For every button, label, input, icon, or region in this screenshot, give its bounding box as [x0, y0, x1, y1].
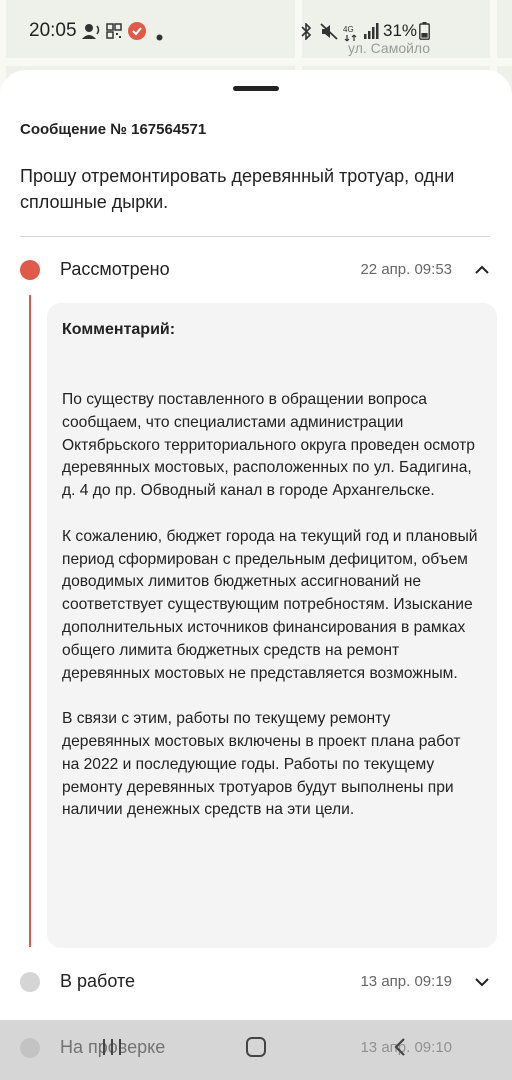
comment-paragraph: К сожалению, бюджет города на текущий год и плановый период сформирован с предельным дефицитом, объем доводимых лимитов бюджетных ассигнований не соответствует существующим потребностям. Изыскание дополнительных источников финансирования в рамках общего лимита бюджетных средств на ремонт деревянных мостовых не представляется возможным. — [62, 527, 478, 682]
mute-icon — [320, 23, 338, 44]
qr-code-icon — [106, 23, 122, 43]
clock: 20:05 — [29, 20, 77, 41]
message-detail-sheet — [0, 70, 512, 1080]
map-street-label: ул. Самойло — [348, 40, 431, 56]
bluetooth-icon — [300, 23, 312, 44]
system-navigation-bar — [0, 1020, 512, 1080]
comment-card — [47, 303, 497, 948]
battery-icon — [419, 22, 430, 44]
status-dot-in-progress — [20, 972, 40, 992]
status-date: 22 апр. 09:53 — [360, 261, 452, 278]
signal-icon — [363, 23, 379, 43]
comment-body — [62, 389, 482, 845]
comment-title: Комментарий: — [62, 321, 176, 338]
sheet-drag-handle[interactable] — [233, 86, 279, 91]
timeline-line — [29, 295, 31, 947]
battery-percent: 31% — [383, 21, 418, 40]
status-dot-reviewed — [20, 260, 40, 280]
status-label: В работе — [60, 971, 136, 991]
status-bar — [0, 0, 512, 64]
status-label: Рассмотрено — [60, 259, 170, 279]
comment-paragraph: По существу поставленного в обращении вопроса сообщаем, что специалистами администрации Октябрьского территориального округа проведен осмотр деревянных мостовых, расположенных по ул. Бадигина, д. 4 до пр. Обводный канал в городе Архангельске. — [62, 391, 475, 500]
svg-text:4G: 4G — [343, 25, 354, 34]
status-row-reviewed[interactable] — [0, 250, 512, 290]
app-notification-icon — [127, 21, 147, 45]
recent-apps-icon[interactable] — [100, 1036, 124, 1064]
chevron-down-icon[interactable] — [474, 974, 490, 990]
divider — [20, 236, 490, 237]
back-icon[interactable] — [392, 1036, 408, 1064]
message-title: Сообщение № 167564571 — [20, 121, 207, 138]
home-icon[interactable] — [245, 1036, 267, 1064]
status-date: 13 апр. 09:19 — [360, 973, 452, 990]
dot-icon — [156, 28, 163, 45]
chevron-up-icon[interactable] — [474, 262, 490, 278]
voice-message-icon — [82, 23, 102, 43]
comment-paragraph: В связи с этим, работы по текущему ремонту деревянных мостовых включены в проект плана работ на 2022 и последующие годы. Работы по текущему ремонту деревянных тротуаров будут выполнены при наличии денежных средств на эти цели. — [62, 710, 461, 819]
message-text: Прошу отремонтировать деревянный тротуар, одни сплошные дырки. — [20, 166, 455, 212]
4g-icon — [343, 24, 361, 45]
status-row-in-progress[interactable] — [0, 962, 512, 1002]
